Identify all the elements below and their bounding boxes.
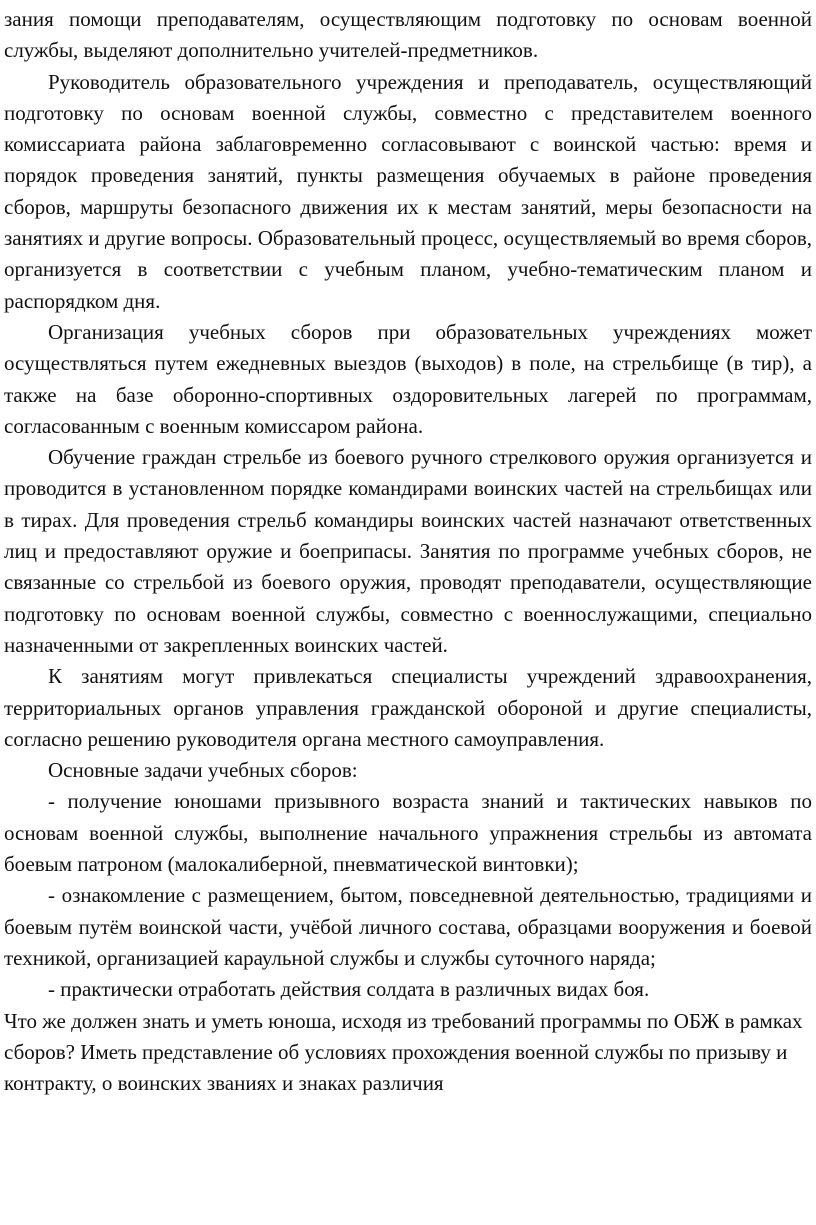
paragraph-specialists: К занятиям могут привлекаться специалисты учреждений здравоохранения, территориальных органов управления гражданской обороной и другие специалисты, согласно решению руководителя органа местного самоуправления. xyxy=(4,664,812,751)
list-item-task-3: - практически отработать действия солдата в различных видах боя. xyxy=(48,977,650,1002)
paragraph-main-tasks-heading: Основные задачи учебных сборов: xyxy=(48,758,358,783)
paragraph-requirements: Что же должен знать и уметь юноша, исходя из требований программы по ОБЖ в рамках сборов? Иметь представление об условиях прохождения военной службы по призыву и контракту, о воинских званиях и знаках различия xyxy=(4,1008,803,1096)
paragraph-continuation: зания помощи преподавателям, осуществляющим подготовку по основам военной службы, выделяют дополнительно учителей-предметников. xyxy=(4,7,812,63)
list-item-task-1: - получение юношами призывного возраста знаний и тактических навыков по основам военной службы, выполнение начального упражнения стрельбы из автомата боевым патроном (малокалиберной, пневматической винтовки); xyxy=(4,789,812,877)
paragraph-shooting-training: Обучение граждан стрельбе из боевого ручного стрелкового оружия организуется и проводится в установленном порядке командирами воинских частей на стрельбищах или в тирах. Для проведения стрельб командиры воинских частей назначают ответственных лиц и предоставляют оружие и боеприпасы. Занятия по программе учебных сборов, не связанные со стрельбой из боевого оружия, проводят преподаватели, осуществляющие подготовку по основам военной службы, совместно с военнослужащими, специально назначенными от закрепленных воинских частей. xyxy=(4,445,812,657)
list-item-task-2: - ознакомление с размещением, бытом, повседневной деятельностью, традициями и боевым путём воинской части, учёбой личного состава, образцами вооружения и боевой техникой, организацией караульной службы и службы суточного наряда; xyxy=(4,883,812,970)
paragraph-coordination: Руководитель образовательного учреждения и преподаватель, осуществляющий подготовку по основам военной службы, совместно с представителем военного комиссариата района заблаговременно согласовывают с воинской частью: время и порядок проведения занятий, пункты размещения обучаемых в районе проведения сборов, маршруты безопасного движения их к местам занятий, меры безопасности на занятиях и другие вопросы. Образовательный процесс, осуществляемый во время сборов, организуется в соответствии с учебным планом, учебно-тематическим планом и распорядком дня. xyxy=(4,69,812,313)
paragraph-organization: Организация учебных сборов при образовательных учреждениях может осуществляться путем ежедневных выездов (выходов) в поле, на стрельбище (в тир), а также на базе оборонно-спортивных оздоровительных лагерей по программам, согласованным с военным комиссаром района. xyxy=(4,319,812,438)
